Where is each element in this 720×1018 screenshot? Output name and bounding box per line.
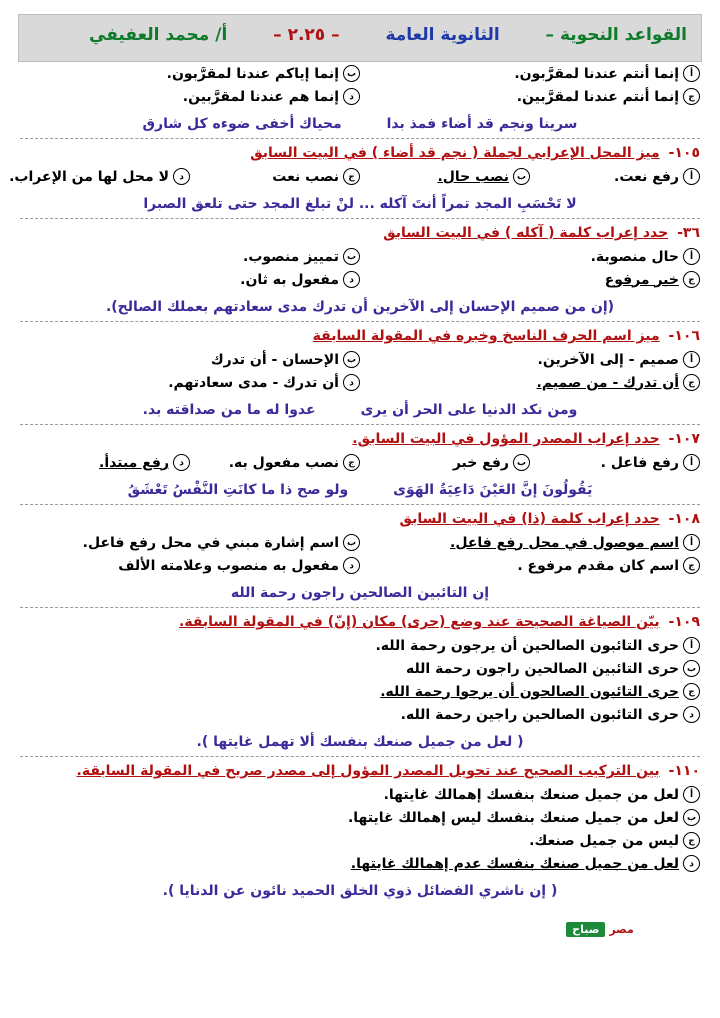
options-108 (20, 531, 700, 577)
question-number: ١٠٥- (668, 145, 700, 161)
option-letter: د (343, 374, 360, 391)
quote-part: إن التائبين الصالحين راجون رحمة الله (230, 585, 490, 601)
option-letter: ج (683, 557, 700, 574)
option-letter: ب (343, 65, 360, 82)
option-text: اسم إشارة مبني في محل رفع فاعل. (82, 534, 339, 551)
quote-part: ( إن ناشري الفضائل ذوي الخلق الحميد نائون عن الدنايا ). (162, 883, 558, 899)
question-number: ١٠٦- (668, 328, 700, 344)
option-text: لعل من جميل صنعك بنفسك عدم إهمالك غايتها. (350, 855, 679, 872)
option-d[interactable] (20, 271, 360, 288)
option-text: نصب مفعول به. (228, 454, 339, 471)
option-c[interactable] (20, 832, 700, 849)
option-letter: أ (683, 534, 700, 551)
header-inner (89, 20, 687, 50)
option-d[interactable] (20, 88, 360, 105)
option-letter: ج (343, 454, 360, 471)
option-letter: د (173, 454, 190, 471)
option-text: لا محل لها من الإعراب. (9, 168, 169, 185)
page-header (18, 14, 702, 62)
quote-part: محياك أخفى ضوءه كل شارق (142, 116, 342, 132)
option-a[interactable] (360, 248, 700, 265)
option-text: حال منصوبة. (590, 248, 679, 265)
option-c[interactable] (360, 557, 700, 574)
divider (20, 321, 700, 322)
option-text: مفعول به ثان. (240, 271, 339, 288)
option-text: رفع فاعل . (600, 454, 679, 471)
option-text: أن تدرك - مدى سعادتهم. (168, 374, 339, 391)
option-a[interactable] (530, 454, 700, 471)
option-c[interactable] (20, 683, 700, 700)
question-109 (20, 614, 700, 630)
option-text: رفع نعت. (614, 168, 679, 185)
option-b[interactable] (20, 351, 360, 368)
options-106 (20, 348, 700, 394)
quote-4 (20, 402, 700, 418)
question-number: ١٠٨- (668, 511, 700, 527)
option-text: لعل من جميل صنعك بنفسك ليس إهمالك غايتها. (347, 809, 679, 826)
option-text: اسم موصول في محل رفع فاعل. (450, 534, 679, 551)
option-letter: ج (343, 168, 360, 185)
option-d[interactable] (20, 706, 700, 723)
header-level: الثانوية العامة (385, 25, 500, 45)
option-letter: د (343, 271, 360, 288)
option-text: لعل من جميل صنعك بنفسك إهمالك غايتها. (383, 786, 679, 803)
header-subject: القواعد النحوية – (545, 25, 687, 45)
option-b[interactable] (360, 454, 530, 471)
option-text: نصب نعت (272, 168, 339, 185)
option-letter: د (683, 855, 700, 872)
option-a[interactable] (360, 351, 700, 368)
option-letter: ب (683, 809, 700, 826)
options-107 (20, 451, 700, 474)
option-text: ليس من جميل صنعك. (529, 832, 679, 849)
question-text: حدد إعراب كلمة (ذا) في البيت السابق (399, 511, 660, 527)
option-d[interactable] (9, 168, 190, 185)
question-number: ٣٦- (677, 225, 700, 241)
option-b[interactable] (360, 168, 530, 185)
option-text: مفعول به منصوب وعلامته الألف (118, 557, 339, 574)
question-text: بين التركيب الصحيح عند تحويل المصدر المؤول إلى مصدر صريح في المقولة السابقة. (76, 763, 660, 779)
divider (20, 138, 700, 139)
question-number: ١٠٩- (668, 614, 700, 630)
options-110 (20, 783, 700, 875)
question-text: ميز اسم الحرف الناسخ وخبره في المقولة السابقة (312, 328, 660, 344)
question-106 (20, 328, 700, 344)
option-text: إنما هم عندنا لمقرَّبين. (182, 88, 339, 105)
question-108 (20, 511, 700, 527)
option-text: نصب حال. (437, 168, 509, 185)
divider (20, 218, 700, 219)
quote-part: ومن نكد الدنيا على الحر أن يرى (360, 402, 578, 418)
option-letter: أ (683, 454, 700, 471)
option-letter: ب (513, 454, 530, 471)
question-text: حدد إعراب المصدر المؤول في البيت السابق. (352, 431, 660, 447)
option-d[interactable] (20, 557, 360, 574)
option-c[interactable] (360, 88, 700, 105)
question-text: بيّن الصياغة الصحيحة عند وضع (حرى) مكان (إنّ) في المقولة السابقة. (179, 614, 660, 630)
option-letter: أ (683, 351, 700, 368)
option-d[interactable] (20, 374, 360, 391)
option-a[interactable] (360, 65, 700, 82)
options-105 (9, 165, 700, 188)
page-content (9, 58, 700, 903)
option-letter: ج (683, 683, 700, 700)
quote-part: (إن من صميم الإحسان إلى الآخرين أن تدرك مدى سعادتهم بعملك الصالح). (105, 299, 615, 315)
quote-part: ( لعل من جميل صنعك بنفسك ألا تهمل غايتها ). (196, 734, 524, 750)
question-number: ١١٠- (668, 763, 700, 779)
option-b[interactable] (20, 660, 700, 677)
option-b[interactable] (20, 248, 360, 265)
question-text: حدد إعراب كلمة ( آكله ) في البيت السابق (383, 225, 669, 241)
option-text: صميم - إلى الآخرين. (537, 351, 679, 368)
top-options (20, 62, 700, 108)
quote-1 (20, 116, 700, 132)
option-text: حرى التائبون الصالحين أن يرجون رحمة الله. (375, 637, 679, 654)
option-a[interactable] (530, 168, 700, 185)
option-c[interactable] (360, 374, 700, 391)
option-text: إنما إياكم عندنا لمقرَّبون. (166, 65, 339, 82)
quote-6 (20, 585, 700, 601)
quote-5 (20, 482, 700, 498)
option-text: رفع مبتدأ. (99, 454, 169, 471)
option-letter: د (343, 88, 360, 105)
quote-part: ولو صح ذا ما كانَتِ النَّفْسُ تَعْشَقُ (127, 482, 349, 498)
divider (20, 607, 700, 608)
option-text: إنما أنتم عندنا لمقرَّبون. (514, 65, 679, 82)
option-text: اسم كان مقدم مرفوع . (517, 557, 679, 574)
option-letter: ب (683, 660, 700, 677)
stamp-text: مصر (609, 922, 634, 936)
option-text: حرى التائبين الصالحين راجون رحمة الله (405, 660, 679, 677)
quote-2 (20, 196, 700, 212)
quote-7 (20, 734, 700, 750)
divider (20, 756, 700, 757)
quote-part: لا تَحْسَبِ المجد تمراً أنتَ آكله ... لنْ تبلغ المجد حتى تلعق الصبرا (143, 196, 577, 212)
option-letter: أ (683, 248, 700, 265)
option-letter: ج (683, 88, 700, 105)
stamp-box: صباح (566, 922, 605, 937)
divider (20, 504, 700, 505)
option-text: خبر مرفوع (604, 271, 679, 288)
option-b[interactable] (20, 534, 360, 551)
option-d[interactable] (20, 454, 190, 471)
option-text: حرى التائبون الصالحين راجين رحمة الله. (400, 706, 679, 723)
question-110 (20, 763, 700, 779)
option-a[interactable] (20, 637, 700, 654)
option-c[interactable] (190, 168, 360, 185)
quote-8 (20, 883, 700, 899)
quote-part: عدوا له ما من صداقته بد. (142, 402, 316, 418)
question-105 (20, 145, 700, 161)
option-letter: ب (513, 168, 530, 185)
option-b[interactable] (20, 65, 360, 82)
quote-part: سرينا ونجم قد أضاء فمذ بدا (386, 116, 578, 132)
option-text: إنما أنتم عندنا لمقرَّبين. (516, 88, 679, 105)
option-letter: د (683, 706, 700, 723)
option-b[interactable] (20, 809, 700, 826)
header-year: – ٢.٢٥ – (273, 25, 340, 45)
question-107 (20, 431, 700, 447)
option-letter: د (173, 168, 190, 185)
option-letter: أ (683, 168, 700, 185)
option-c[interactable] (190, 454, 360, 471)
watermark-stamp (540, 918, 660, 940)
option-letter: أ (683, 637, 700, 654)
header-teacher: أ/ محمد العفيفي (89, 25, 228, 45)
option-letter: ج (683, 271, 700, 288)
option-c[interactable] (360, 271, 700, 288)
option-text: حرى التائبون الصالحون أن يرجوا رحمة الله. (380, 683, 679, 700)
quote-part: يَقُولُونَ إنَّ العَيْنَ دَاعِيَةُ الهَوَى (393, 482, 593, 498)
option-a[interactable] (20, 786, 700, 803)
option-letter: ب (343, 248, 360, 265)
question-text: ميز المحل الإعرابي لجملة ( نجم قد أضاء ) في البيت السابق (250, 145, 660, 161)
option-text: الإحسان - أن تدرك (210, 351, 339, 368)
option-letter: ب (343, 534, 360, 551)
quote-3 (20, 299, 700, 315)
option-letter: ج (683, 832, 700, 849)
option-d[interactable] (20, 855, 700, 872)
option-letter: د (343, 557, 360, 574)
option-letter: أ (683, 786, 700, 803)
option-a[interactable] (360, 534, 700, 551)
question-number: ١٠٧- (668, 431, 700, 447)
option-letter: أ (683, 65, 700, 82)
option-text: رفع خبر (452, 454, 509, 471)
option-letter: ج (683, 374, 700, 391)
divider (20, 424, 700, 425)
options-36 (20, 245, 700, 291)
option-text: أن تدرك - من صميم. (536, 374, 679, 391)
option-text: تمييز منصوب. (243, 248, 339, 265)
options-109 (20, 634, 700, 726)
question-36 (20, 225, 700, 241)
option-letter: ب (343, 351, 360, 368)
